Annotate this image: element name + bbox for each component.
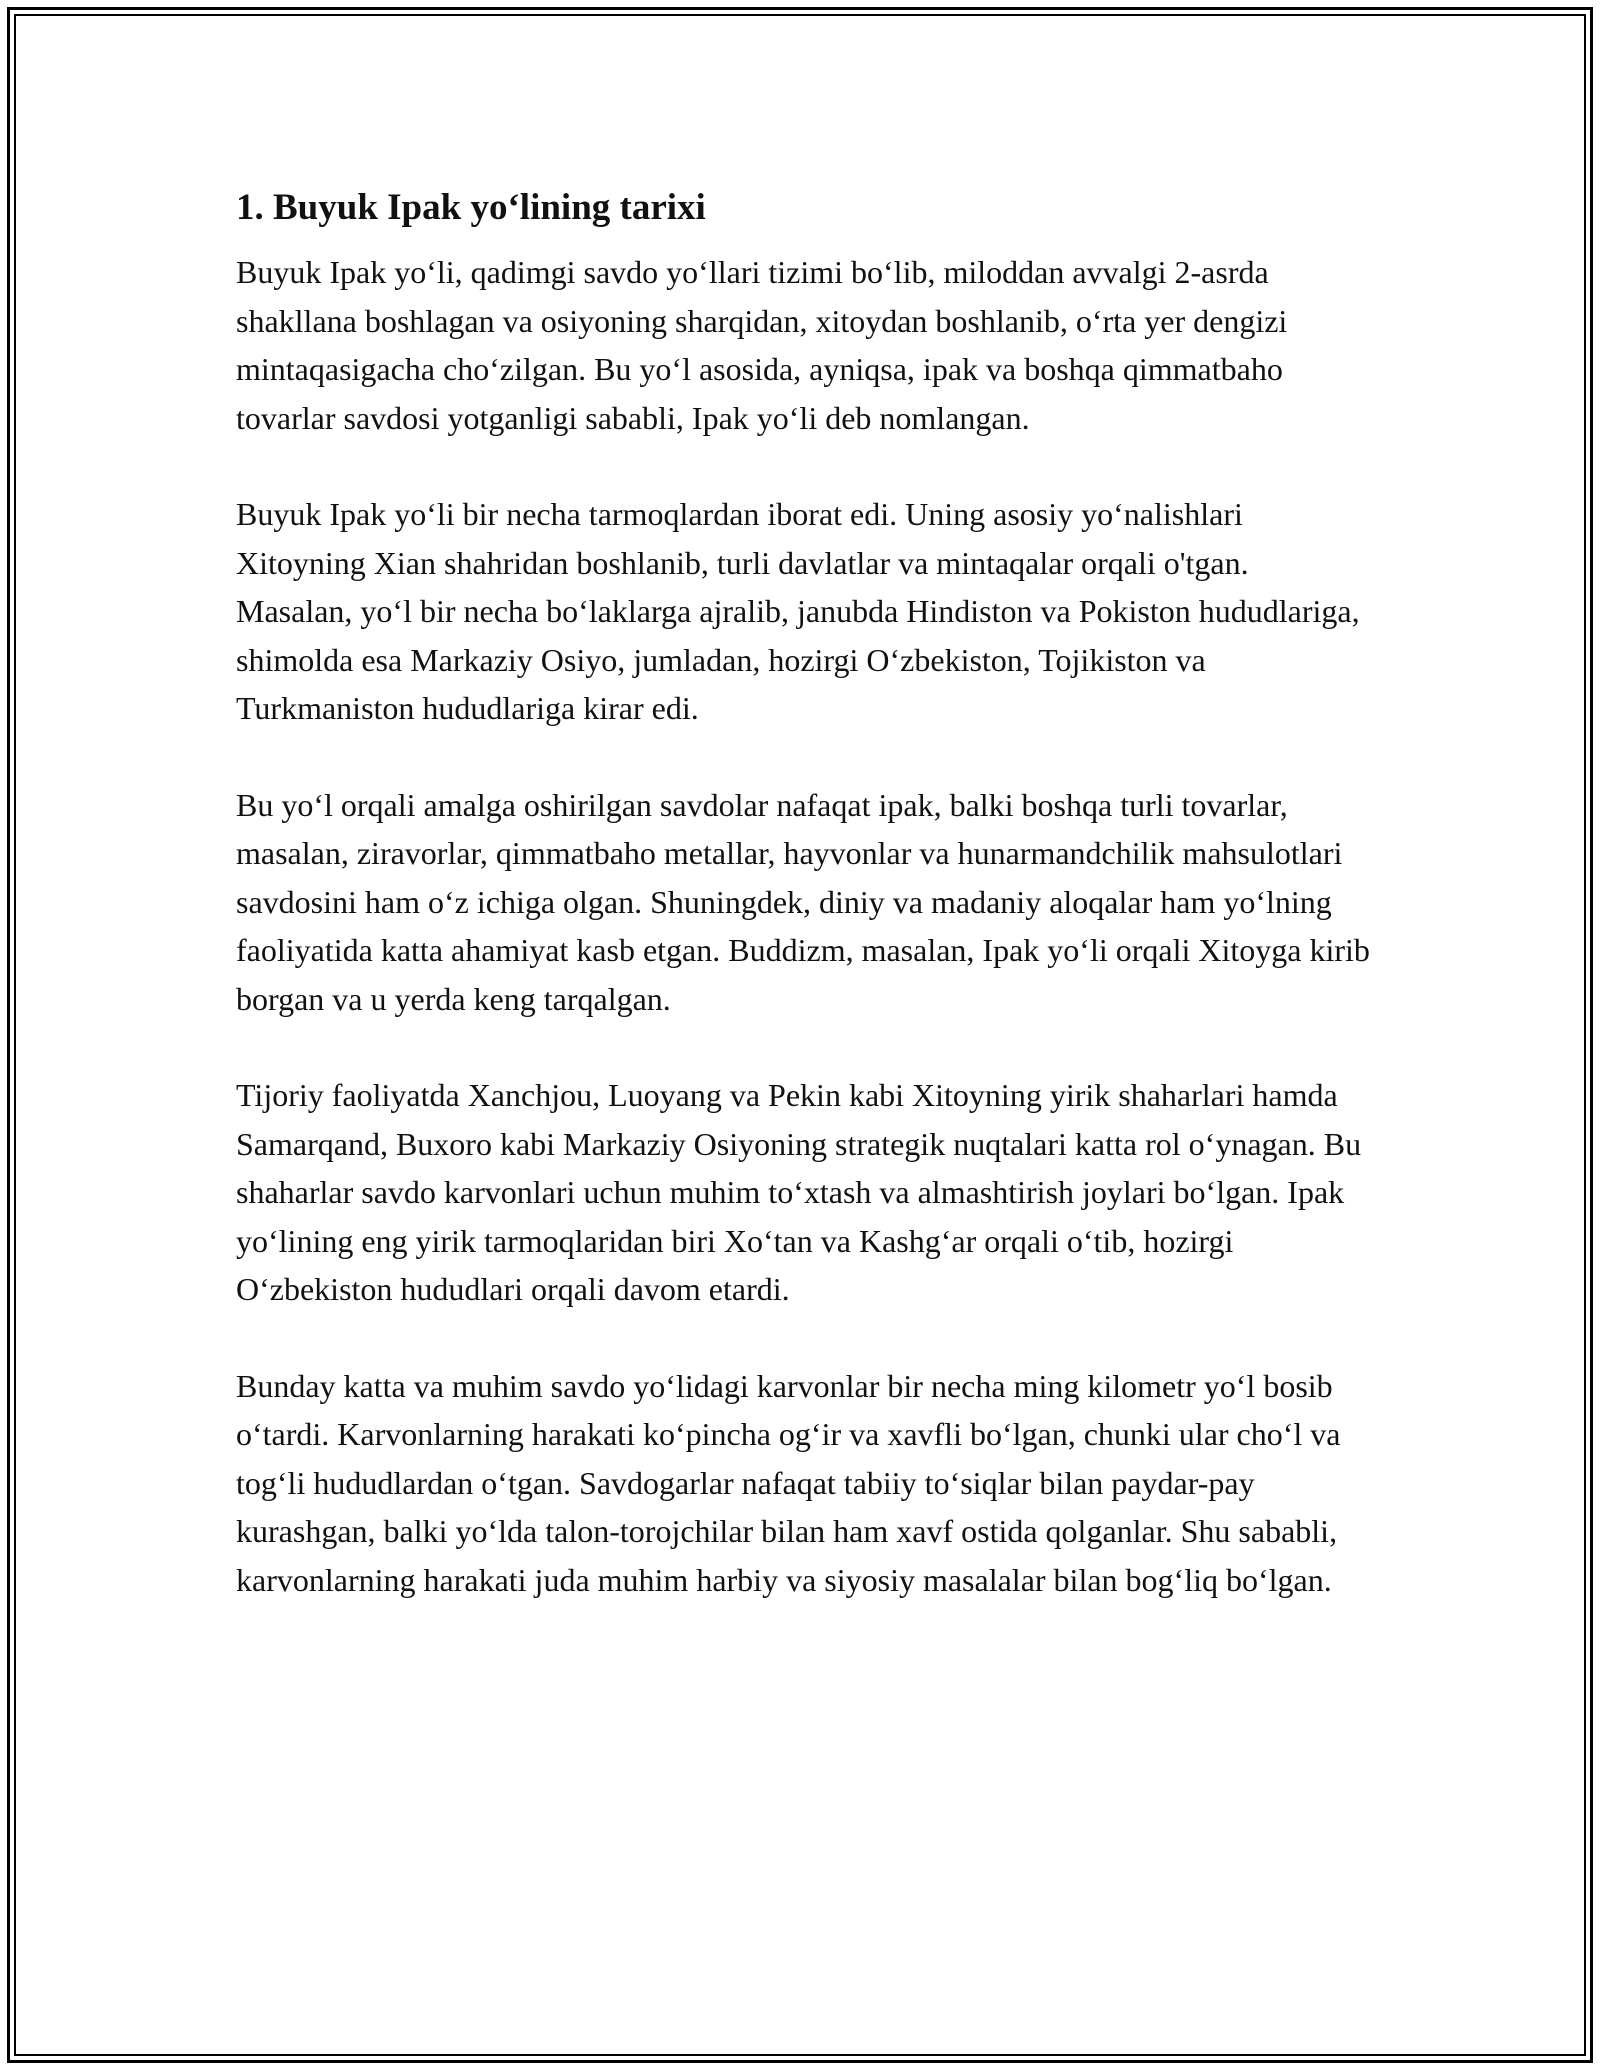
section-title: 1. Buyuk Ipak yo‘lining tarixi	[236, 187, 706, 228]
paragraph-5: Bunday katta va muhim savdo yo‘lidagi karvonlar bir necha ming kilometr yo‘l bosib o‘tardi. Karvonlarning harakati ko‘pincha og‘ir va xavfli bo‘lgan, chunki ular cho‘l va tog‘li hududlardan o‘tgan. Savdogarlar nafaqat tabiiy to‘siqlar bilan paydar-pay kurashgan, balki yo‘lda talon-torojchilar bilan ham xavf ostida qolganlar. Shu sababli, karvonlarning harakati juda muhim harbiy va siyosiy masalalar bilan bog‘liq bo‘lgan.	[236, 1367, 1341, 1598]
paragraph-1: Buyuk Ipak yo‘li, qadimgi savdo yo‘llari tizimi bo‘lib, miloddan avvalgi 2-asrda shakllana boshlagan va osiyoning sharqidan, xitoydan boshlanib, o‘rta yer dengizi mintaqasigacha cho‘zilgan. Bu yo‘l asosida, ayniqsa, ipak va boshqa qimmatbaho tovarlar savdosi yotganligi sababli, Ipak yo‘li deb nomlangan.	[236, 254, 1288, 436]
paragraph-4: Tijoriy faoliyatda Xanchjou, Luoyang va Pekin kabi Xitoyning yirik shaharlari hamda Samarqand, Buxoro kabi Markaziy Osiyoning strategik nuqtalari katta rol o‘ynagan. Bu shaharlar savdo karvonlari uchun muhim to‘xtash va almashtirish joylari bo‘lgan. Ipak yo‘lining eng yirik tarmoqlaridan biri Xo‘tan va Kashg‘ar orqali o‘tib, hozirgi O‘zbekiston hududlari orqali davom etardi.	[236, 1077, 1362, 1308]
document-body	[236, 186, 1371, 1652]
paragraph-3: Bu yo‘l orqali amalga oshirilgan savdolar nafaqat ipak, balki boshqa turli tovarlar, masalan, ziravorlar, qimmatbaho metallar, hayvonlar va hunarmandchilik mahsulotlari savdosini ham o‘z ichiga olgan. Shuningdek, diniy va madaniy aloqalar ham yo‘lning faoliyatida katta ahamiyat kasb etgan. Buddizm, masalan, Ipak yo‘li orqali Xitoyga kirib borgan va u yerda keng tarqalgan.	[236, 786, 1370, 1017]
paragraph-2: Buyuk Ipak yo‘li bir necha tarmoqlardan iborat edi. Uning asosiy yo‘nalishlari Xitoyning Xian shahridan boshlanib, turli davlatlar va mintaqalar orqali o'tgan. Masalan, yo‘l bir necha bo‘laklarga ajralib, janubda Hindiston va Pokiston hududlariga, shimolda esa Markaziy Osiyo, jumladan, hozirgi O‘zbekiston, Tojikiston va Turkmaniston hududlariga kirar edi.	[236, 496, 1360, 727]
